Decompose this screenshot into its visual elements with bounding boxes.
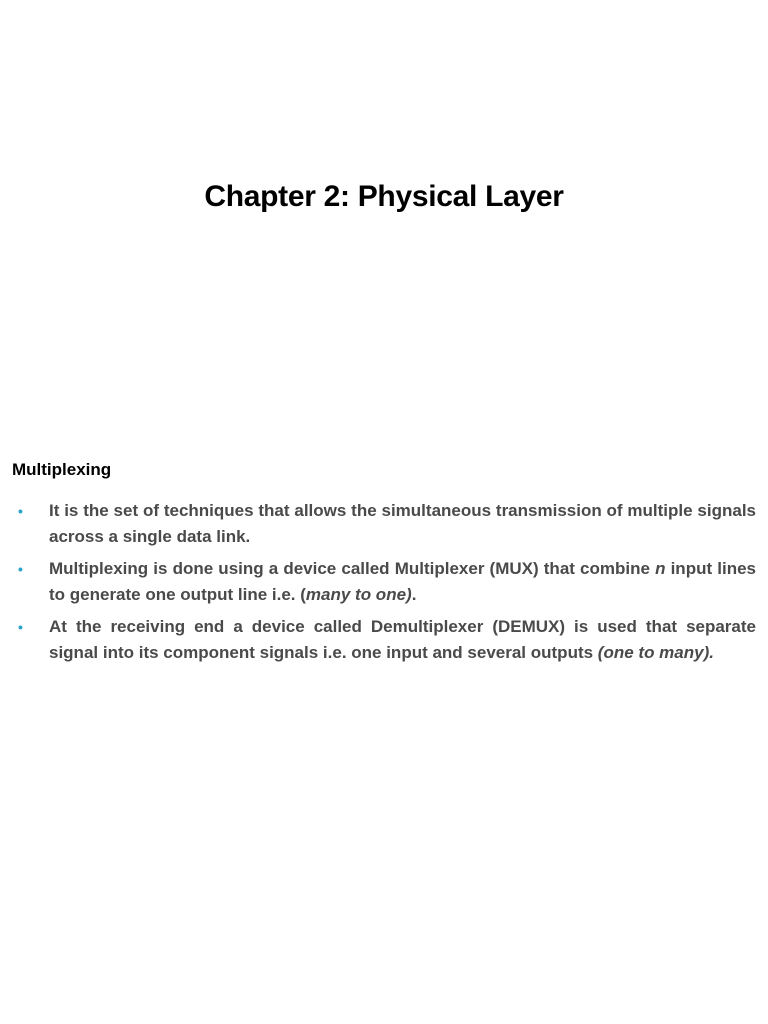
- bullet-item-3: [18, 614, 756, 666]
- bullet-item-1: [18, 498, 756, 550]
- section-heading: Multiplexing: [12, 460, 112, 479]
- bullet-icon: •: [18, 503, 23, 519]
- bullet-text-part: .: [411, 585, 417, 604]
- bullet-text-italic: many to one): [305, 585, 412, 604]
- bullet-text-part: input lines to generate one output line i.e. (: [49, 559, 756, 604]
- bullet-list: [18, 498, 756, 672]
- bullet-text-italic: (one to many).: [597, 643, 714, 662]
- bullet-text-italic: n: [655, 559, 666, 578]
- bullet-text-part: Multiplexing is done using a device called Multiplexer (MUX) that combine: [49, 559, 656, 578]
- bullet-text-part: At the receiving end a device called Demultiplexer (DEMUX) is used that separate signal into its component signals i.e. one input and several outputs: [49, 617, 756, 662]
- page-title: Chapter 2: Physical Layer: [204, 180, 564, 213]
- bullet-icon: •: [18, 561, 23, 577]
- bullet-item-2: [18, 556, 756, 608]
- bullet-icon: •: [18, 619, 23, 635]
- bullet-text: It is the set of techniques that allows the simultaneous transmission of multiple signals across a single data link.: [49, 501, 756, 546]
